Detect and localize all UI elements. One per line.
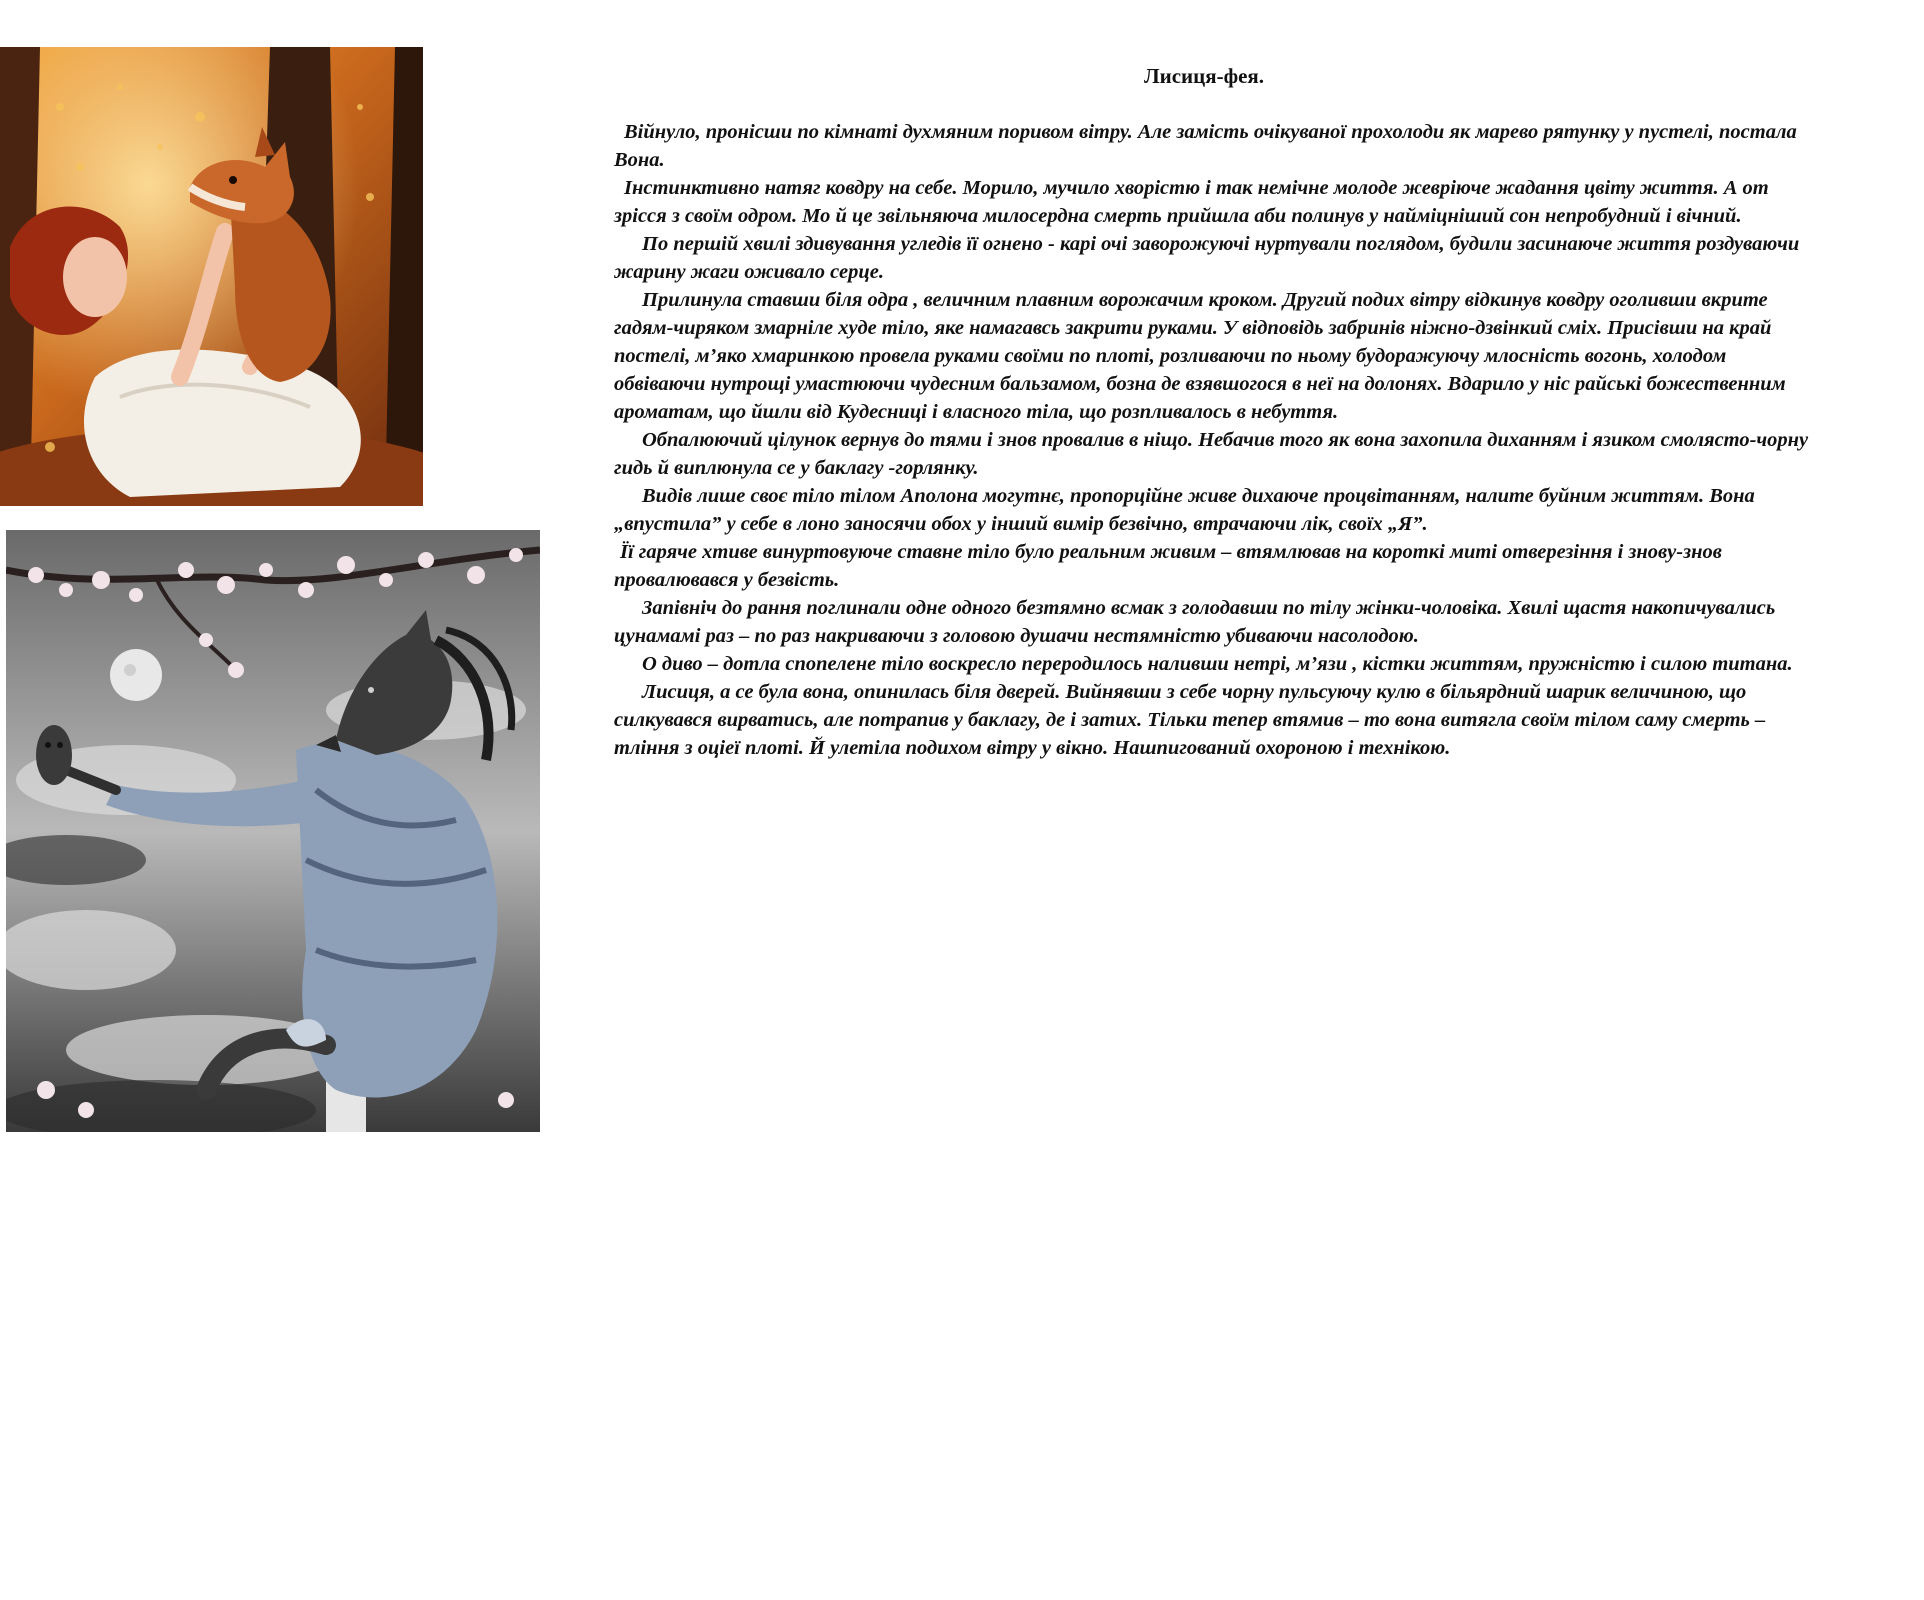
wolf-kimono-image — [6, 530, 540, 1132]
story-paragraph-6: Видів лише своє тіло тілом Аполона могутнє, пропорційне живе дихаюче процвітанням, налите буйним життям. Вона „впустила” у себе в лоно заносячи обох у інший вимір безвічно, втрачаючи лік, своїх „Я”. — [614, 485, 1755, 535]
story-paragraph-9: О диво – дотла спопелене тіло воскресло переродилось наливши нетрі, м’язи , кістки життям, пружністю і силою титана. — [642, 653, 1793, 675]
story-paragraph-7: Її гаряче хтиве винуртовуюче ставне тіло було реальним живим – втямлював на короткі миті отверезіння і знову-знов провалювався у безвість. — [614, 541, 1722, 591]
fox-woman-image — [0, 47, 423, 506]
wolf-kimono-illustration-icon — [6, 530, 540, 1132]
story-paragraph-10: Лисиця, а се була вона, опинилась біля дверей. Вийнявши з себе чорну пульсуючу кулю в більярдний шарик величиною, що силкувався вирватись, але потрапив у баклагу, де і затих. Тільки тепер втямив – то вона витягла своїм тілом саму смерть – тління з оціеї плоті. Й улетіла подихом вітру у вікно. Нашпигований охороною і технікою. — [614, 681, 1766, 759]
story-paragraph-1: Війнуло, пронісши по кімнаті духмяним поривом вітру. Але замість очікуваної прохолоди як марево рятунку у пустелі, постала Вона. — [614, 121, 1797, 171]
story-paragraph-3: По першій хвилі здивування угледів її огнено - карі очі заворожуючі нуртували поглядом, будили засинаюче життя роздуваючи жарину жаги оживало серце. — [614, 233, 1800, 283]
story-paragraph-8: Запівніч до рання поглинали одне одного безтямно всмак з голодавши по тілу жінки-чоловіка. Хвилі щастя накопичувались цунамамі раз – по раз накриваючи з головою душачи нестямністю убиваючи насолодою. — [614, 597, 1776, 647]
story-paragraph-2: Інстинктивно натяг ковдру на себе. Морило, мучило хворістю і так немічне молоде жевріюче жадання цвіту життя. А от зрісся з своїм одром. Мо й це звільняюча милосердна смерть прийшла аби полинув у наймiцніший сон непробудний і вічний. — [614, 177, 1769, 227]
story-paragraph-5: Обпалюючий цілунок вернув до тями і знов провалив в ніщо. Небачив того як вона захопила диханням і язиком смолясто-чорну гидь й виплюнула се у баклагу -горлянку. — [614, 429, 1809, 479]
story-title: Лисиця-фея. — [1143, 64, 1265, 88]
story-paragraph-4: Прилинула ставши біля одра , величним плавним ворожачим кроком. Другий подих вітру відкинув ковдру оголивши вкрите гадям-чиряком змарніле худе тіло, яке намагавсь закрити руками. У відповідь забринів ніжно-дзвінкий сміх. Присівши на край постелі, м’яко хмаринкою провела руками своїми по плоті, розливаючи по ньому будоражуючу млосність вогонь, холодом обвіваючи нутрощі умастюючи чудесним бальзамом, бозна де взявшогося в неї на долонях. Вдарило у ніс райські божественним ароматам, що йшли від Кудесниці і власного тіла, що розпливалось в небуття. — [614, 289, 1786, 423]
story — [614, 62, 1814, 762]
fox-woman-illustration-icon — [0, 47, 423, 506]
